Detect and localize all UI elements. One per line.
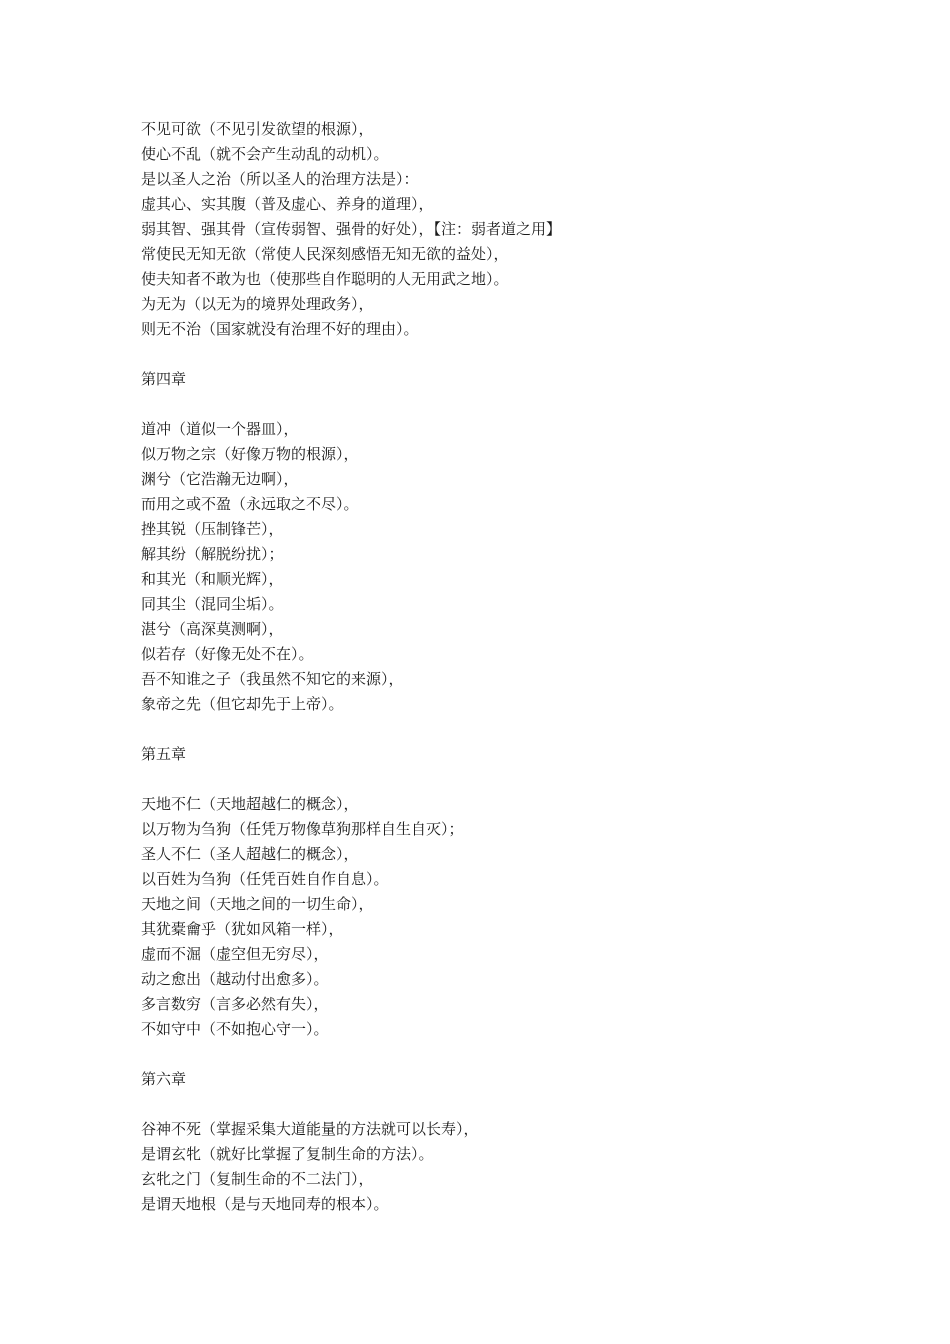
text-line: 以万物为刍狗（任凭万物像草狗那样自生自灭）； — [141, 820, 464, 838]
text-line: 多言数穷（言多必然有失）， — [141, 995, 329, 1013]
document-page — [141, 117, 901, 1217]
text-line: 和其光（和顺光辉）， — [141, 570, 284, 588]
text-line: 使夫知者不敢为也（使那些自作聪明的人无用武之地）。 — [141, 270, 509, 288]
text-line: 解其纷（解脱纷扰）； — [141, 545, 284, 563]
paragraph-gap — [141, 1042, 901, 1067]
paragraph-gap — [141, 342, 901, 367]
text-line: 而用之或不盈（永远取之不尽）。 — [141, 495, 359, 513]
text-line: 常使民无知无欲（常使人民深刻感悟无知无欲的益处）， — [141, 245, 509, 263]
text-line: 则无不治（国家就没有治理不好的理由）。 — [141, 320, 419, 338]
text-line: 虚而不淈（虚空但无穷尽）， — [141, 945, 329, 963]
chapter-5-title: 第五章 — [141, 745, 187, 763]
text-line: 是以圣人之治（所以圣人的治理方法是）： — [141, 170, 419, 188]
text-line: 圣人不仁（圣人超越仁的概念）， — [141, 845, 359, 863]
text-line: 渊兮（它浩瀚无边啊）， — [141, 470, 299, 488]
text-line: 其犹橐龠乎（犹如风箱一样）， — [141, 920, 344, 938]
text-line: 象帝之先（但它却先于上帝）。 — [141, 695, 344, 713]
text-line: 天地之间（天地之间的一切生命）， — [141, 895, 374, 913]
text-line: 是谓天地根（是与天地同寿的根本）。 — [141, 1195, 389, 1213]
paragraph-gap — [141, 717, 901, 742]
chapter-5-body — [141, 792, 901, 1042]
text-line: 使心不乱（就不会产生动乱的动机）。 — [141, 145, 389, 163]
paragraph-gap — [141, 1092, 901, 1117]
chapter-4-title: 第四章 — [141, 370, 187, 388]
text-line: 为无为（以无为的境界处理政务）， — [141, 295, 374, 313]
text-line: 吾不知谁之子（我虽然不知它的来源）， — [141, 670, 404, 688]
chapter-6-body — [141, 1117, 901, 1217]
text-line: 不如守中（不如抱心守一）。 — [141, 1020, 329, 1038]
text-line: 道冲（道似一个器皿）， — [141, 420, 299, 438]
chapter-6-title: 第六章 — [141, 1070, 187, 1088]
text-line: 以百姓为刍狗（任凭百姓自作自息）。 — [141, 870, 389, 888]
paragraph-gap — [141, 392, 901, 417]
text-line: 挫其锐（压制锋芒）， — [141, 520, 284, 538]
text-line: 同其尘（混同尘垢）。 — [141, 595, 284, 613]
text-line: 是谓玄牝（就好比掌握了复制生命的方法）。 — [141, 1145, 434, 1163]
text-line: 似万物之宗（好像万物的根源）， — [141, 445, 359, 463]
text-line: 动之愈出（越动付出愈多）。 — [141, 970, 329, 988]
text-line: 谷神不死（掌握采集大道能量的方法就可以长寿）， — [141, 1120, 479, 1138]
text-line: 玄牝之门（复制生命的不二法门）， — [141, 1170, 374, 1188]
text-line: 似若存（好像无处不在）。 — [141, 645, 314, 663]
text-line: 湛兮（高深莫测啊）， — [141, 620, 284, 638]
paragraph-gap — [141, 767, 901, 792]
section-top — [141, 117, 901, 342]
chapter-4-body — [141, 417, 901, 717]
text-line: 弱其智、强其骨（宣传弱智、强骨的好处），【注：弱者道之用】 — [141, 220, 562, 238]
text-line: 不见可欲（不见引发欲望的根源）， — [141, 120, 374, 138]
text-line: 天地不仁（天地超越仁的概念）， — [141, 795, 359, 813]
text-line: 虚其心、实其腹（普及虚心、养身的道理）， — [141, 195, 434, 213]
